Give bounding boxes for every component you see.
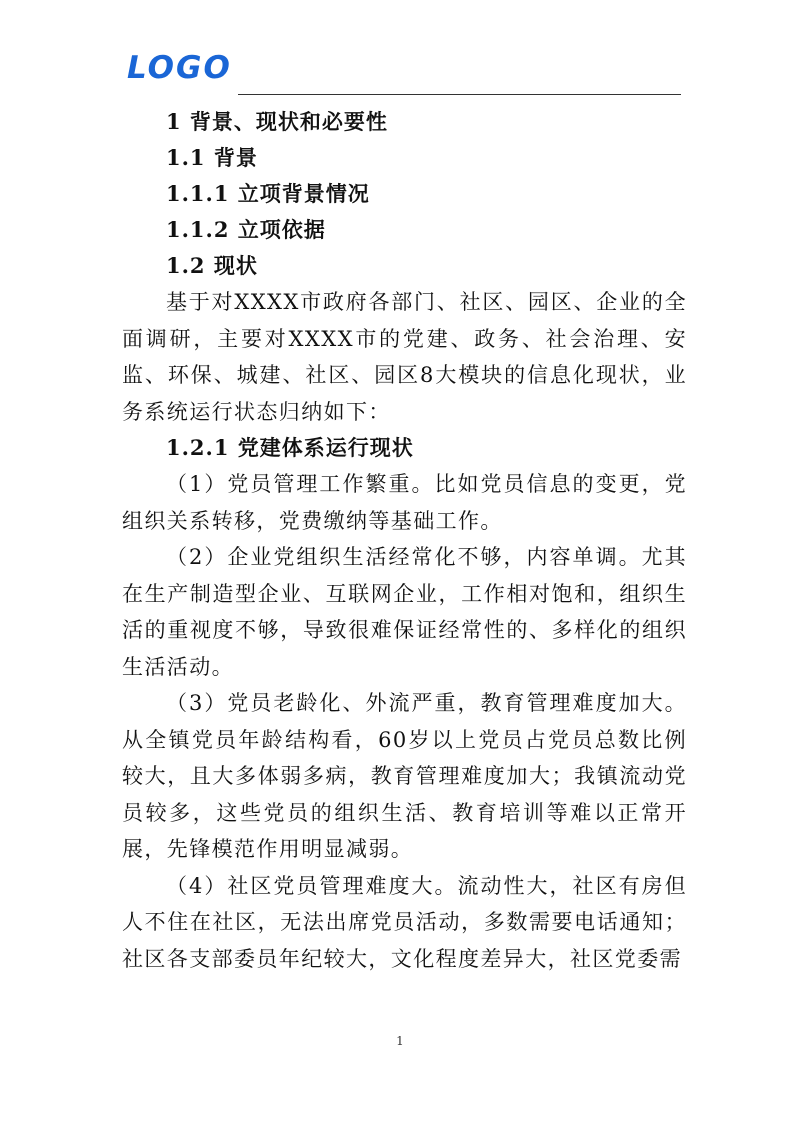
section-heading: 1.1.2 立项依据 (166, 217, 326, 242)
header-divider (238, 94, 681, 95)
section-heading: 1.2 现状 (166, 253, 258, 278)
body-paragraph: （2）企业党组织生活经常化不够，内容单调。尤其在生产制造型企业、互联网企业，工作相对饱和，组织生活的重视度不够，导致很难保证经常性的、多样化的组织生活活动。 (122, 545, 687, 679)
document-body (122, 104, 687, 977)
section-heading: 1.1 背景 (166, 145, 258, 170)
page-number: 1 (396, 1034, 404, 1048)
logo: LOGO (127, 50, 232, 86)
section-heading: 1 背景、现状和必要性 (166, 109, 388, 134)
body-paragraph: 基于对XXXX市政府各部门、社区、园区、企业的全面调研，主要对XXXX市的党建、政务、社会治理、安监、环保、城建、社区、园区8大模块的信息化现状，业务系统运行状态归纳如下： (122, 290, 687, 424)
body-paragraph: （1）党员管理工作繁重。比如党员信息的变更，党组织关系转移，党费缴纳等基础工作。 (122, 472, 687, 533)
body-paragraph: （4）社区党员管理难度大。流动性大，社区有房但人不住在社区，无法出席党员活动，多数需要电话通知；社区各支部委员年纪较大，文化程度差异大，社区党委需 (122, 873, 687, 971)
section-heading: 1.1.1 立项背景情况 (166, 181, 370, 206)
body-paragraph: （3）党员老龄化、外流严重，教育管理难度加大。从全镇党员年龄结构看，60岁以上党员占党员总数比例较大，且大多体弱多病，教育管理难度加大；我镇流动党员较多，这些党员的组织生活、教育培训等难以正常开展，先锋模范作用明显减弱。 (122, 691, 687, 861)
section-heading: 1.2.1 党建体系运行现状 (166, 435, 414, 460)
